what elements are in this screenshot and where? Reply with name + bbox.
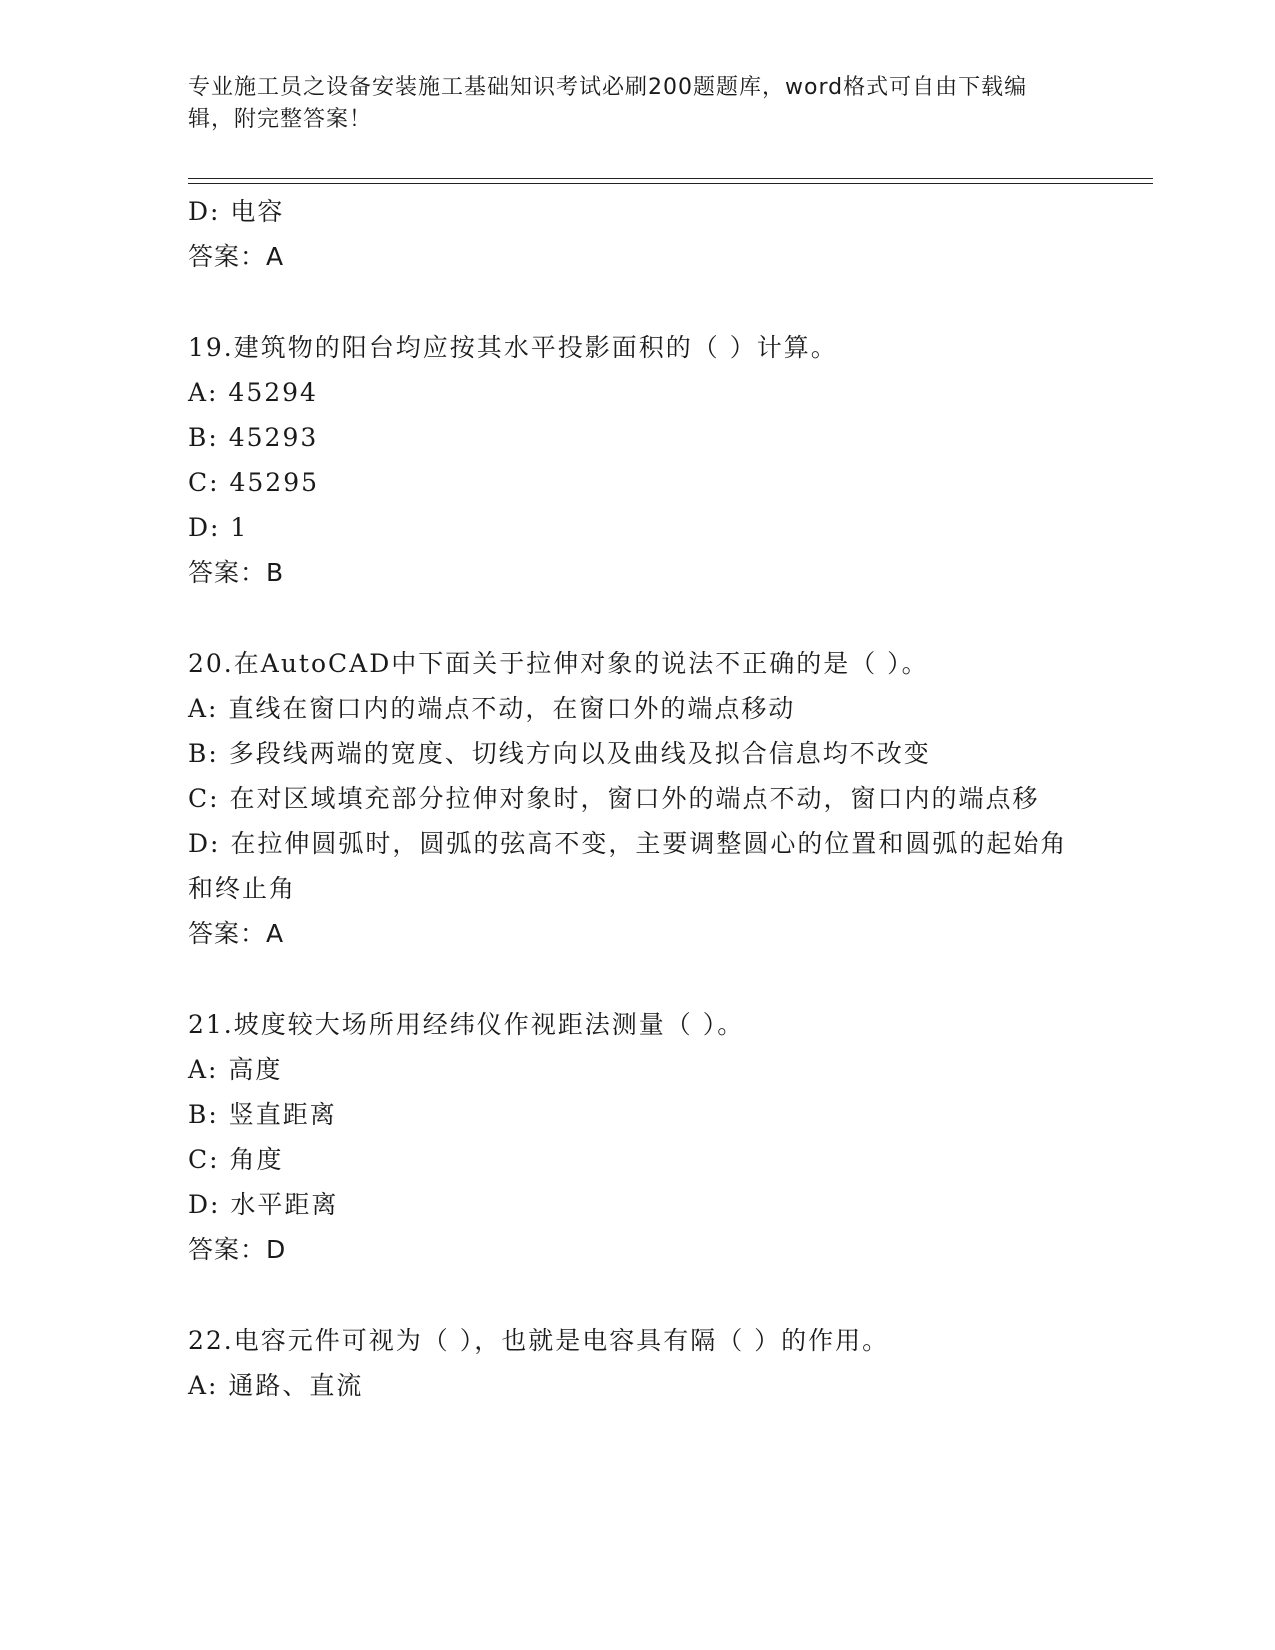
spacer: [188, 595, 1088, 641]
option-a: A: 直线在窗口内的端点不动，在窗口外的端点移动: [188, 694, 796, 723]
option-c: C: 角度: [188, 1145, 284, 1174]
option-a: A: 高度: [188, 1055, 283, 1084]
answer: 答案：D: [188, 1235, 287, 1264]
option-d: D: 1: [188, 513, 249, 542]
option-b: B: 竖直距离: [188, 1100, 337, 1129]
question-21: [188, 1002, 1088, 1272]
spacer: [188, 279, 1088, 325]
answer: 答案：A: [188, 919, 285, 948]
question-stem: 22.电容元件可视为（ ），也就是电容具有隔（ ）的作用。: [188, 1326, 890, 1355]
spacer: [188, 956, 1088, 1002]
option-d: D: 水平距离: [188, 1190, 339, 1219]
answer: 答案：A: [188, 242, 285, 271]
question-stem: 20.在AutoCAD中下面关于拉伸对象的说法不正确的是（ ）。: [188, 649, 929, 678]
header-rule-top: [188, 178, 1153, 179]
option-d: D: 在拉伸圆弧时，圆弧的弦高不变，主要调整圆心的位置和圆弧的起始角和终止角: [188, 829, 1068, 903]
option-b: B: 45293: [188, 423, 319, 452]
option-d: D: 电容: [188, 197, 285, 226]
question-stem: 19.建筑物的阳台均应按其水平投影面积的（ ）计算。: [188, 333, 838, 362]
question-20: [188, 641, 1088, 956]
option-c: C: 45295: [188, 468, 320, 497]
option-a: A: 通路、直流: [188, 1371, 364, 1400]
option-c: C: 在对区域填充部分拉伸对象时，窗口外的端点不动，窗口内的端点移: [188, 784, 1040, 813]
question-18-tail: [188, 189, 1088, 279]
option-a: A: 45294: [188, 378, 318, 407]
question-19: [188, 325, 1088, 595]
spacer: [188, 1272, 1088, 1318]
question-stem: 21.坡度较大场所用经纬仪作视距法测量（ ）。: [188, 1010, 745, 1039]
header-rule-bottom: [188, 183, 1153, 184]
answer: 答案：B: [188, 558, 285, 587]
question-list: [188, 189, 1088, 1408]
document-header: 专业施工员之设备安装施工基础知识考试必刷200题题库，word格式可自由下载编辑，附完整答案！: [188, 75, 1028, 132]
option-b: B: 多段线两端的宽度、切线方向以及曲线及拟合信息均不改变: [188, 739, 931, 768]
question-22: [188, 1318, 1088, 1408]
